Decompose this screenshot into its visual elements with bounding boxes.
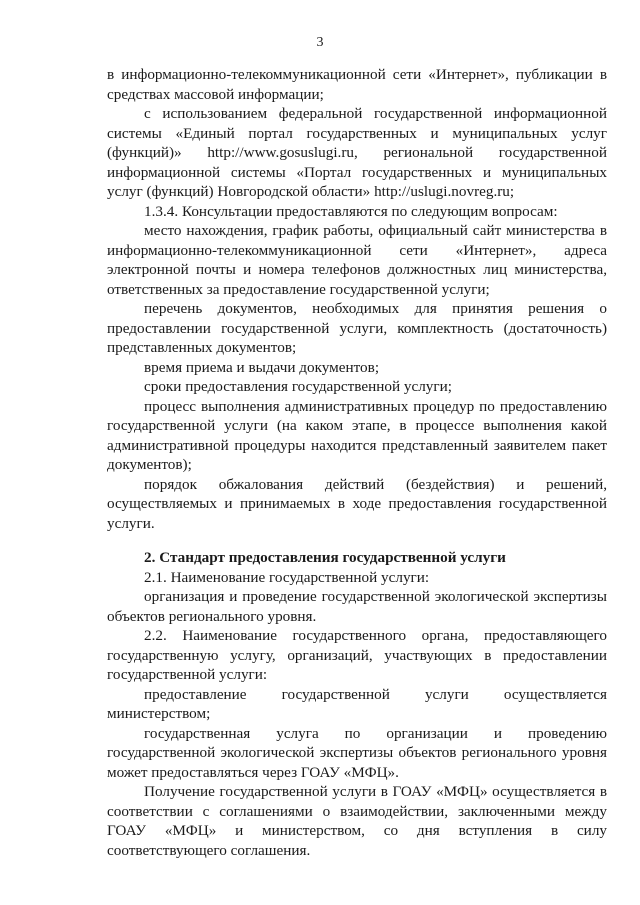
paragraph: 2.1. Наименование государственной услуги: (144, 568, 430, 586)
paragraph: перечень документов, необходимых для принятия решения о предоставлении государственной услуги, комплектность (достаточность) представленных документов; (107, 300, 607, 356)
paragraph: организация и проведение государственной экологической экспертизы объектов регионального уровня. (107, 588, 607, 625)
paragraph: с использованием федеральной государственной информационной системы «Единый портал государственных и муниципальных услуг (функций)» http://www.gosuslugi.ru, региональной государственной информационной системы «Портал государственных и муниципальных услуг (функций) Новгородской области» http://uslugi.novreg.ru; (107, 105, 607, 200)
page-number: 3 (316, 35, 324, 50)
paragraph: процесс выполнения административных процедур по предоставлению государственной услуги (на каком этапе, в процессе выполнения какой административной процедуры находится представленный заявителем пакет документов); (107, 397, 607, 473)
paragraph: государственная услуга по организации и проведению государственной экологической экспертизы объектов регионального уровня может предоставляться через ГОАУ «МФЦ». (107, 724, 607, 781)
paragraph: порядок обжалования действий (бездействия) и решений, осуществляемых и принимаемых в ходе предоставления государственной услуги. (107, 475, 607, 532)
paragraph: в информационно-телекоммуникационной сети «Интернет», публикации в средствах массовой информации; (107, 66, 607, 103)
paragraph: 1.3.4. Консультации предоставляются по следующим вопросам: (144, 202, 558, 220)
section-heading: 2. Стандарт предоставления государственной услуги (144, 549, 506, 566)
paragraph: место нахождения, график работы, официальный сайт министерства в информационно-телекоммуникационной сети «Интернет», адреса электронной почты и номера телефонов должностных лиц министерства, ответственных за предоставление государственной услуги; (107, 222, 607, 298)
paragraph: 2.2. Наименование государственного органа, предоставляющего государственную услугу, организаций, участвующих в предоставлении государственной услуги: (107, 627, 607, 683)
paragraph: предоставление государственной услуги осуществляется министерством; (107, 685, 607, 722)
paragraph: время приема и выдачи документов; (144, 358, 380, 376)
document-body (107, 65, 607, 860)
paragraph: сроки предоставления государственной услуги; (144, 378, 452, 395)
paragraph: Получение государственной услуги в ГОАУ «МФЦ» осуществляется в соответствии с соглашениями о взаимодействии, заключенными между ГОАУ «МФЦ» и министерством, со дня вступления в силу соответствующего соглашения. (107, 783, 607, 859)
